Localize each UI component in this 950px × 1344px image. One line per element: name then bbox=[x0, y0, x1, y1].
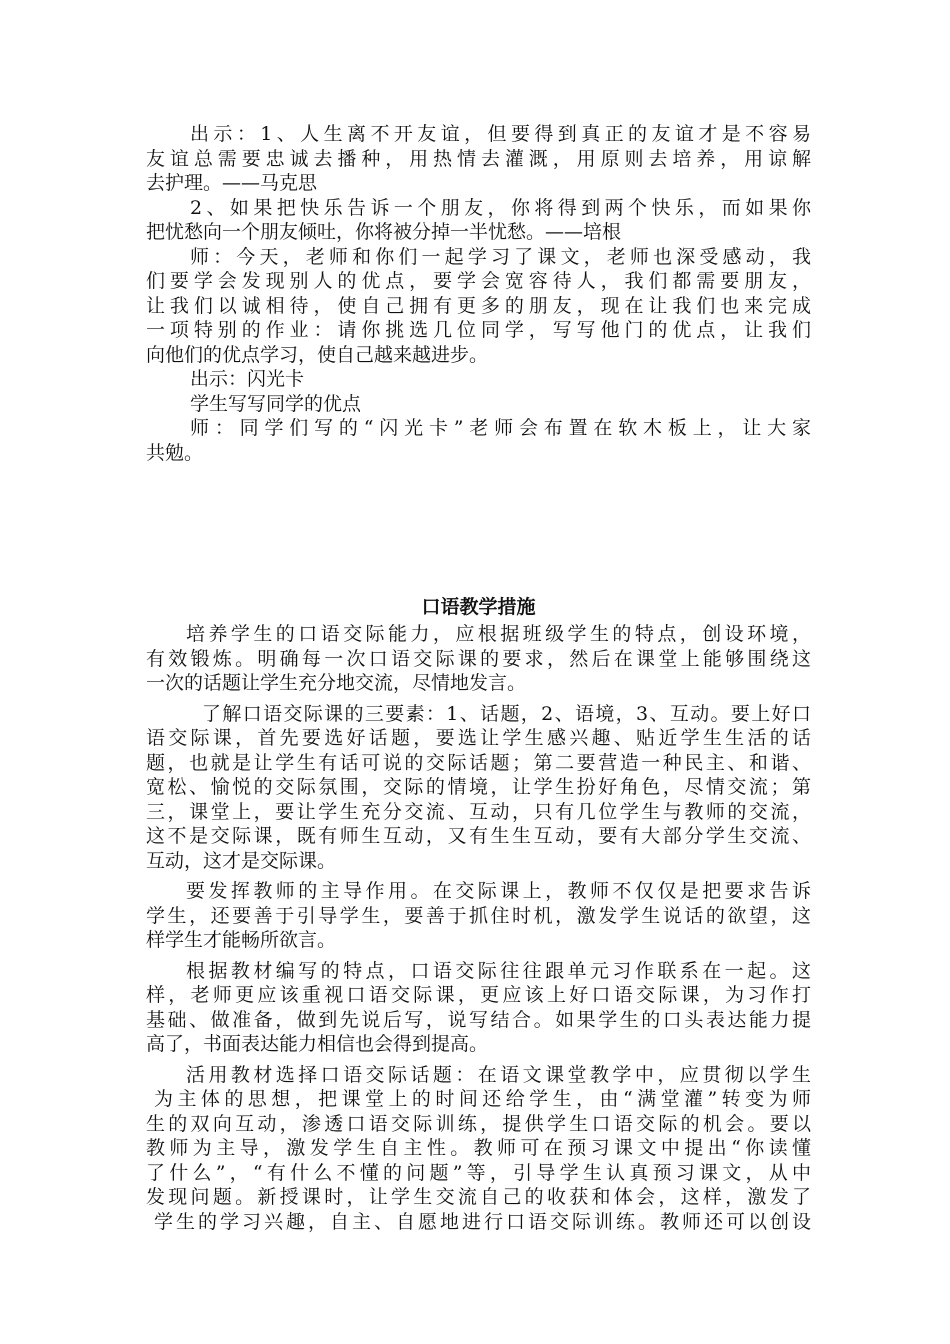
paragraph-2 bbox=[146, 702, 811, 874]
paragraph-line: 互动，这才是交际课。 bbox=[146, 849, 337, 872]
paragraph-line: 生的双向互动，渗透口语交际训练，提供学生口语交际的机会。要以 bbox=[146, 1112, 811, 1135]
paragraph-line: 活用教材选择口语交际话题：在语文课堂教学中，应贯彻以学生 bbox=[186, 1063, 811, 1086]
display-line: 出示：闪光卡 bbox=[190, 368, 305, 390]
paragraph-line: 三，课堂上，要让学生充分交流、互动，只有几位学生与教师的交流， bbox=[146, 800, 811, 823]
teacher-line: 师：同学们写的“闪光卡”老师会布置在软木板上，让大家 bbox=[190, 417, 811, 439]
paragraph-line: 为主体的思想，把课堂上的时间还给学生，由“满堂灌”转变为师 bbox=[154, 1088, 811, 1110]
paragraph-line: 根据教材编写的特点，口语交际往往跟单元习作联系在一起。这 bbox=[186, 959, 811, 982]
lesson-closing-section bbox=[146, 122, 811, 465]
paragraph-3 bbox=[146, 879, 811, 953]
paragraph-line: 题，也就是让学生有话可说的交际话题；第二要营造一种民主、和谐、 bbox=[146, 751, 811, 774]
teacher-line: 共勉。 bbox=[146, 441, 204, 464]
paragraph-line: 这不是交际课，既有师生互动，又有生生互动，要有大部分学生交流、 bbox=[146, 825, 811, 847]
paragraph-line: 宽松、愉悦的交际氛围，交际的情境，让学生扮好角色，尽情交流；第 bbox=[146, 776, 811, 798]
paragraph-line: 一次的话题让学生充分地交流，尽情地发言。 bbox=[146, 672, 527, 694]
section-title: 口语教学措施 bbox=[421, 596, 536, 618]
paragraph-5 bbox=[146, 1063, 811, 1235]
teacher-line: 师：今天，老师和你们一起学习了课文，老师也深受感动，我 bbox=[190, 245, 811, 268]
paragraph-line: 学生的学习兴趣，自主、自愿地进行口语交际训练。教师还可以创设 bbox=[154, 1210, 811, 1233]
paragraph-line: 有效锻炼。明确每一次口语交际课的要求，然后在课堂上能够围绕这 bbox=[146, 647, 811, 670]
paragraph-4 bbox=[146, 959, 811, 1057]
quote-line: 2、如果把快乐告诉一个朋友，你将得到两个快乐，而如果你 bbox=[190, 196, 811, 219]
paragraph-line: 基础、做准备，做到先说后写，说写结合。如果学生的口头表达能力提 bbox=[146, 1008, 811, 1031]
quote-line: 把忧愁向一个朋友倾吐，你将被分掉一半忧愁。——培根 bbox=[146, 221, 622, 243]
teacher-line: 向他们的优点学习，使自己越来越进步。 bbox=[146, 343, 489, 366]
paragraph-line: 要发挥教师的主导作用。在交际课上，教师不仅仅是把要求告诉 bbox=[186, 880, 811, 902]
teacher-line: 让我们以诚相待，使自己拥有更多的朋友，现在让我们也来完成 bbox=[146, 294, 811, 317]
paragraph-line: 发现问题。新授课时，让学生交流自己的收获和体会，这样，激发了 bbox=[146, 1186, 811, 1208]
quote-line: 出示：1、人生离不开友谊，但要得到真正的友谊才是不容易 bbox=[190, 123, 811, 145]
paragraph-line: 样学生才能畅所欲言。 bbox=[146, 929, 337, 951]
paragraph-line: 了什么”，“有什么不懂的问题”等，引导学生认真预习课文，从中 bbox=[146, 1161, 811, 1184]
paragraph-line: 高了，书面表达能力相信也会得到提高。 bbox=[146, 1033, 489, 1055]
paragraph-1 bbox=[146, 622, 811, 696]
paragraph-line: 语交际课，首先要选好话题，要选让学生感兴趣、贴近学生生活的话 bbox=[146, 727, 811, 749]
quote-line: 友谊总需要忠诚去播种，用热情去灌溉，用原则去培养，用谅解 bbox=[146, 147, 811, 170]
paragraph-line: 样，老师更应该重视口语交际课，更应该上好口语交际课，为习作打 bbox=[146, 984, 811, 1006]
quote-line: 去护理。——马克思 bbox=[146, 172, 318, 194]
teacher-line: 们要学会发现别人的优点，要学会宽容待人，我们都需要朋友， bbox=[146, 270, 811, 292]
paragraph-line: 学生，还要善于引导学生，要善于抓住时机，激发学生说话的欲望，这 bbox=[146, 904, 811, 927]
paragraph-line: 了解口语交际课的三要素：1、话题，2、语境，3、互动。要上好口 bbox=[202, 702, 811, 725]
paragraph-line: 培养学生的口语交际能力，应根据班级学生的特点，创设环境， bbox=[186, 623, 811, 645]
student-activity-line: 学生写写同学的优点 bbox=[190, 392, 362, 415]
teacher-line: 一项特别的作业：请你挑选几位同学，写写他门的优点，让我们 bbox=[146, 319, 811, 341]
oral-teaching-section bbox=[146, 594, 811, 1234]
paragraph-line: 教师为主导，激发学生自主性。教师可在预习课文中提出“你读懂 bbox=[146, 1137, 811, 1159]
